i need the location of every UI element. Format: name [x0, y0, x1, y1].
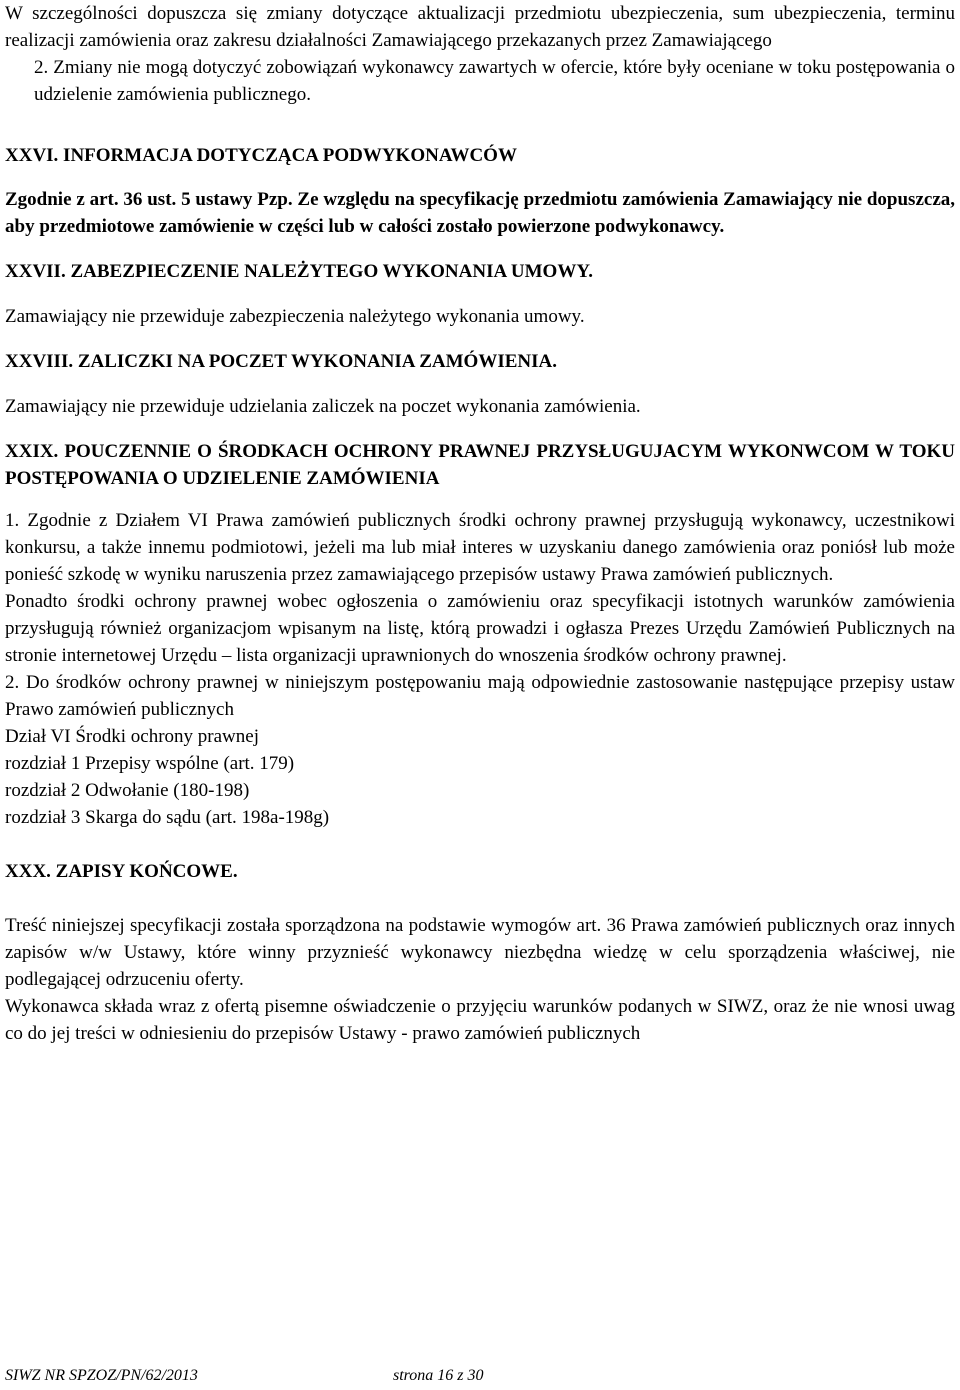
section-29-paragraph-3: 2. Do środków ochrony prawnej w niniejszym postępowaniu mają odpowiednie zastosowanie następujące przepisy ustaw Prawo zamówień publicznych [5, 672, 955, 720]
list-item: rozdział 3 Skarga do sądu (art. 198a-198g) [5, 807, 330, 828]
section-29-heading: XXIX. POUCZENNIE O ŚRODKACH OCHRONY PRAWNEJ PRZYSŁUGUJACYM WYKONWCOM W TOKU POSTĘPOWANIA O UDZIELENIE ZAMÓWIENIA [5, 441, 955, 489]
section-27-heading: XXVII. ZABEZPIECZENIE NALEŻYTEGO WYKONANIA UMOWY. [5, 261, 594, 282]
list-item: Dział VI Środki ochrony prawnej [5, 726, 259, 747]
section-26-heading: XXVI. INFORMACJA DOTYCZĄCA PODWYKONAWCÓW [5, 145, 517, 166]
section-29-paragraph-1: 1. Zgodnie z Działem VI Prawa zamówień publicznych środki ochrony prawnej przysługują wykonawcy, uczestnikowi konkursu, a także innemu podmiotowi, jeżeli ma lub miał interes w uzyskaniu danego zamówienia oraz poniósł lub może ponieść szkodę w wyniku naruszenia przez zamawiającego przepisów ustawy Prawa zamówień publicznych. [5, 510, 955, 585]
section-28-body: Zamawiający nie przewiduje udzielania zaliczek na poczet wykonania zamówienia. [5, 396, 641, 417]
page-footer [5, 1366, 484, 1386]
list-item: rozdział 2 Odwołanie (180-198) [5, 780, 250, 801]
section-29-paragraph-2: Ponadto środki ochrony prawnej wobec ogłoszenia o zamówieniu oraz specyfikacji istotnych warunków zamówienia przysługują również organizacjom wpisanym na listę, którą prowadzi i ogłasza Prezes Urzędu Zamówień Publicznych na stronie internetowej Urzędu – lista organizacji uprawnionych do wnoszenia środków ochrony prawnej. [5, 591, 955, 666]
section-30-heading: XXX. ZAPISY KOŃCOWE. [5, 861, 238, 882]
list-item: rozdział 1 Przepisy wspólne (art. 179) [5, 753, 295, 774]
section-26-body: Zgodnie z art. 36 ust. 5 ustawy Pzp. Ze względu na specyfikację przedmiotu zamówienia Zamawiający nie dopuszcza, aby przedmiotowe zamówienie w części lub w całości zostało powierzone podwykonawcy. [5, 189, 955, 237]
page-number: strona 16 z 30 [393, 1367, 484, 1384]
document-number: SIWZ NR SPZOZ/PN/62/2013 [5, 1367, 198, 1384]
section-30-paragraph-1: Treść niniejszej specyfikacji została sporządzona na podstawie wymogów art. 36 Prawa zamówień publicznych oraz innych zapisów w/w Ustawy, które winny przyznieść wykonawcy niezbędna wiedzę w celu sporządzenia właściwej, nie podlegającej odrzuceniu oferty. [5, 915, 955, 990]
document-page [5, 0, 955, 1047]
intro-paragraph: W szczególności dopuszcza się zmiany dotyczące aktualizacji przedmiotu ubezpieczenia, sum ubezpieczenia, terminu realizacji zamówienia oraz zakresu działalności Zamawiającego przekazanych przez Zamawiającego [5, 3, 955, 51]
section-30-paragraph-2: Wykonawca składa wraz z ofertą pisemne oświadczenie o przyjęciu warunków podanych w SIWZ, oraz że nie wnosi uwag co do jej treści w odniesieniu do przepisów Ustawy - prawo zamówień publicznych [5, 996, 955, 1044]
section-28-heading: XXVIII. ZALICZKI NA POCZET WYKONANIA ZAMÓWIENIA. [5, 351, 557, 372]
section-27-body: Zamawiający nie przewiduje zabezpieczenia należytego wykonania umowy. [5, 306, 585, 327]
intro-paragraph-2: 2. Zmiany nie mogą dotyczyć zobowiązań wykonawcy zawartych w ofercie, które były oceniane w toku postępowania o udzielenie zamówienia publicznego. [34, 57, 955, 105]
